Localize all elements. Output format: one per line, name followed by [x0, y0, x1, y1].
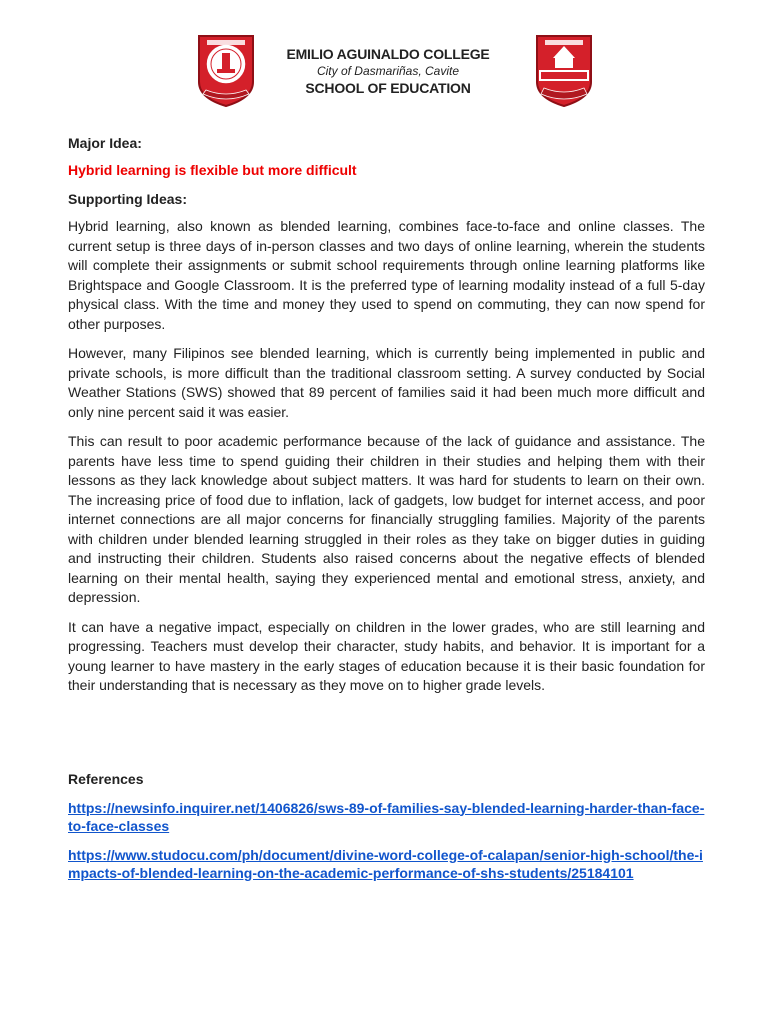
college-seal-logo	[193, 32, 259, 110]
education-seal-logo	[531, 32, 597, 110]
college-city: City of Dasmariñas, Cavite	[316, 64, 460, 78]
supporting-ideas-heading: Supporting Ideas:	[68, 191, 187, 207]
major-idea-text: Hybrid learning is flexible but more difficult	[68, 162, 357, 178]
paragraph: Hybrid learning, also known as blended learning, combines face-to-face and online classes. The current setup is three days of in-person classes and two days of online learning, wherein the students will complete their assignments or submit school requirements through online learning platforms like Brightspace and Google Classroom. It is the preferred type of learning modality instead of a full 5-day physical class. With the time and money they used to spend on commuting, they can now spend for other purposes.	[68, 218, 705, 332]
paragraph: It can have a negative impact, especially on children in the lower grades, who are still learning and progressing. Teachers must develop their character, study habits, and behavior. It is important for a young learner to have mastery in the early stages of education because it is their basic foundation for their understanding that is necessary as they move on to higher grade levels.	[68, 618, 705, 693]
paragraph: This can result to poor academic performance because of the lack of guidance and assistance. The parents have less time to spend guiding their children in their studies and helping them with their lessons as they lack knowledge about subject matters. It was hard for students to learn on their own. The increasing price of food due to inflation, lack of gadgets, low budget for internet access, and poor internet connections are all major concerns for financially struggling families. Majority of the parents with children under blended learning struggled in their roles as they take on bigger duties in guiding and instructing their children. Students also raised concerns about the negative effects of blended learning on their mental health, saying they experienced mental and emotional stress, anxiety, and depression.	[68, 433, 705, 605]
reference-link[interactable]: https://www.studocu.com/ph/document/divine-word-college-of-calapan/senior-high-school/the-impacts-of-blended-learning-on-the-academic-performance-of-shs-students/25184101	[68, 846, 703, 881]
references-heading: References	[68, 770, 144, 787]
major-idea-heading: Major Idea:	[68, 135, 142, 151]
paragraph: However, many Filipinos see blended learning, which is currently being implemented in public and private schools, is more difficult than the traditional classroom setting. A survey conducted by Social Weather Stations (SWS) showed that 89 percent of families said it had been much more difficult and only nine percent said it was easier.	[68, 345, 705, 420]
college-name: EMILIO AGUINALDO COLLEGE	[286, 46, 490, 62]
reference-link[interactable]: https://newsinfo.inquirer.net/1406826/sws-89-of-families-say-blended-learning-harder-than-face-to-face-classes	[68, 799, 705, 834]
school-name: SCHOOL OF EDUCATION	[305, 80, 471, 96]
letterhead	[260, 45, 516, 97]
document-body	[68, 134, 705, 882]
